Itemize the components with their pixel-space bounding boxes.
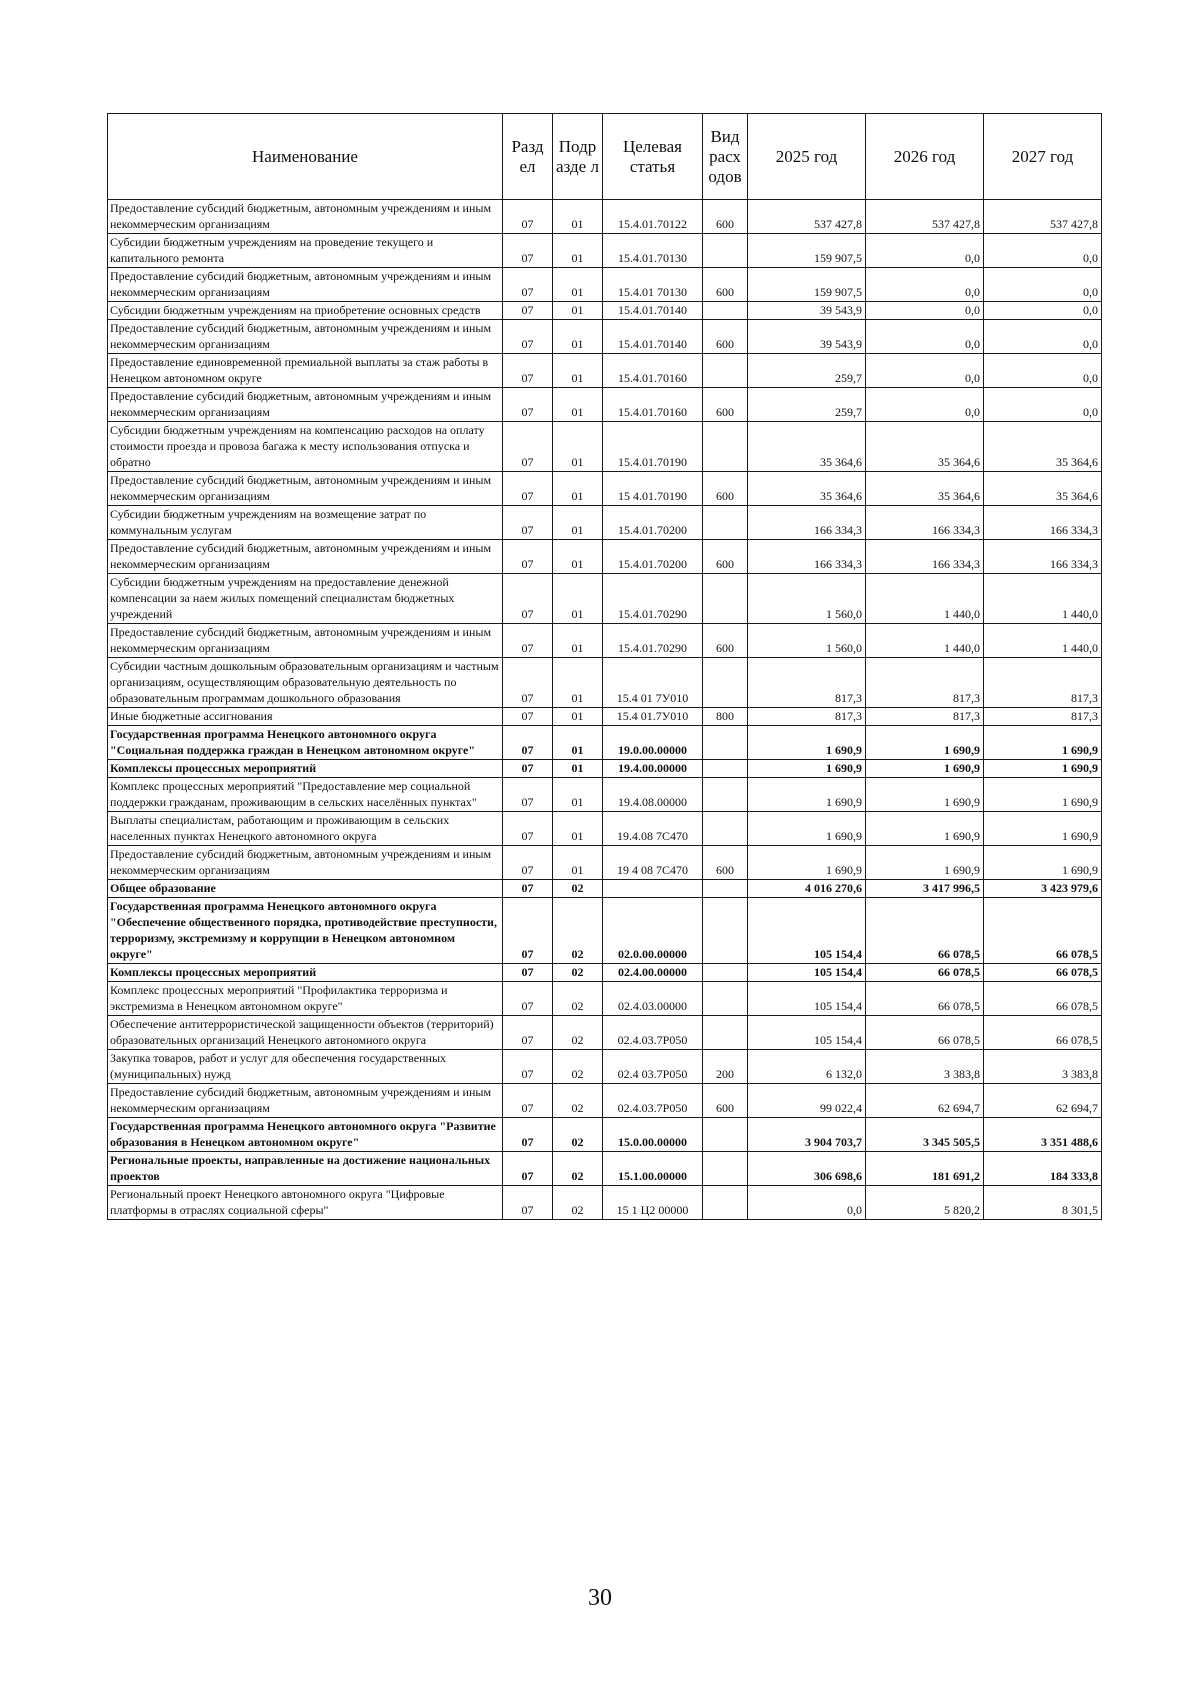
cell-razdel: 07 bbox=[503, 1084, 553, 1118]
cell-target: 02.4.03.7Р050 bbox=[603, 1016, 703, 1050]
page-number: 30 bbox=[588, 1585, 612, 1611]
table-row bbox=[108, 898, 1102, 964]
cell-target: 15.4 01.7У010 bbox=[603, 708, 703, 726]
table-row bbox=[108, 624, 1102, 658]
cell-name: Субсидии частным дошкольным образовательным организациям и частным организациям, осуществляющим образовательную деятельность по образовательным программам дошкольного образования bbox=[108, 658, 503, 708]
header-target: Целевая статья bbox=[603, 114, 703, 200]
cell-2027: 537 427,8 bbox=[984, 200, 1102, 234]
cell-2025: 159 907,5 bbox=[748, 234, 866, 268]
table-row bbox=[108, 354, 1102, 388]
cell-vid: 600 bbox=[703, 268, 748, 302]
cell-razdel: 07 bbox=[503, 1152, 553, 1186]
table-row bbox=[108, 1118, 1102, 1152]
cell-2025: 1 690,9 bbox=[748, 812, 866, 846]
header-razdel: Разд ел bbox=[503, 114, 553, 200]
cell-name: Предоставление субсидий бюджетным, автономным учреждениям и иным некоммерческим организациям bbox=[108, 624, 503, 658]
cell-razdel: 07 bbox=[503, 898, 553, 964]
cell-name: Предоставление субсидий бюджетным, автономным учреждениям и иным некоммерческим организациям bbox=[108, 846, 503, 880]
cell-vid: 600 bbox=[703, 624, 748, 658]
cell-podrazdel: 01 bbox=[553, 234, 603, 268]
cell-vid bbox=[703, 1186, 748, 1220]
cell-name: Предоставление субсидий бюджетным, автономным учреждениям и иным некоммерческим организациям bbox=[108, 268, 503, 302]
cell-podrazdel: 01 bbox=[553, 658, 603, 708]
cell-vid bbox=[703, 898, 748, 964]
cell-target: 15.4.01.70140 bbox=[603, 302, 703, 320]
cell-razdel: 07 bbox=[503, 880, 553, 898]
cell-2027: 3 383,8 bbox=[984, 1050, 1102, 1084]
cell-target: 19.4.00.00000 bbox=[603, 760, 703, 778]
table-row bbox=[108, 964, 1102, 982]
table-row bbox=[108, 472, 1102, 506]
cell-target: 02.4.03.00000 bbox=[603, 982, 703, 1016]
cell-vid bbox=[703, 812, 748, 846]
cell-2025: 817,3 bbox=[748, 708, 866, 726]
budget-table bbox=[107, 113, 1102, 1220]
cell-vid bbox=[703, 982, 748, 1016]
cell-2025: 0,0 bbox=[748, 1186, 866, 1220]
cell-podrazdel: 01 bbox=[553, 540, 603, 574]
cell-target: 15 4.01.70190 bbox=[603, 472, 703, 506]
cell-2025: 1 560,0 bbox=[748, 574, 866, 624]
cell-vid: 600 bbox=[703, 1084, 748, 1118]
table-row bbox=[108, 1016, 1102, 1050]
cell-vid bbox=[703, 574, 748, 624]
cell-target: 19 4 08 7С470 bbox=[603, 846, 703, 880]
cell-razdel: 07 bbox=[503, 624, 553, 658]
cell-2025: 159 907,5 bbox=[748, 268, 866, 302]
cell-2027: 1 690,9 bbox=[984, 760, 1102, 778]
table-row bbox=[108, 234, 1102, 268]
cell-podrazdel: 01 bbox=[553, 268, 603, 302]
cell-vid bbox=[703, 354, 748, 388]
cell-2026: 0,0 bbox=[866, 388, 984, 422]
cell-target: 15 1 Ц2 00000 bbox=[603, 1186, 703, 1220]
cell-name: Региональные проекты, направленные на достижение национальных проектов bbox=[108, 1152, 503, 1186]
cell-name: Субсидии бюджетным учреждениям на проведение текущего и капитального ремонта bbox=[108, 234, 503, 268]
cell-2025: 105 154,4 bbox=[748, 982, 866, 1016]
cell-target: 15.4.01.70122 bbox=[603, 200, 703, 234]
cell-2025: 6 132,0 bbox=[748, 1050, 866, 1084]
cell-2026: 1 690,9 bbox=[866, 812, 984, 846]
cell-2027: 0,0 bbox=[984, 354, 1102, 388]
cell-target: 19.4.08 7С470 bbox=[603, 812, 703, 846]
cell-name: Субсидии бюджетным учреждениям на компенсацию расходов на оплату стоимости проезда и провоза багажа к месту использования отпуска и обратно bbox=[108, 422, 503, 472]
table-row bbox=[108, 880, 1102, 898]
cell-target: 15.4.01.70290 bbox=[603, 624, 703, 658]
cell-2025: 306 698,6 bbox=[748, 1152, 866, 1186]
cell-vid bbox=[703, 1016, 748, 1050]
cell-name: Комплекс процессных мероприятий "Предоставление мер социальной поддержки гражданам, проживающим в сельских населённых пунктах" bbox=[108, 778, 503, 812]
cell-podrazdel: 01 bbox=[553, 422, 603, 472]
cell-2027: 35 364,6 bbox=[984, 422, 1102, 472]
cell-name: Предоставление единовременной премиальной выплаты за стаж работы в Ненецком автономном округе bbox=[108, 354, 503, 388]
cell-razdel: 07 bbox=[503, 964, 553, 982]
cell-razdel: 07 bbox=[503, 200, 553, 234]
cell-razdel: 07 bbox=[503, 982, 553, 1016]
cell-2025: 1 690,9 bbox=[748, 726, 866, 760]
table-row bbox=[108, 812, 1102, 846]
cell-2026: 1 690,9 bbox=[866, 778, 984, 812]
cell-name: Закупка товаров, работ и услуг для обеспечения государственных (муниципальных) нужд bbox=[108, 1050, 503, 1084]
table-row bbox=[108, 302, 1102, 320]
table-row bbox=[108, 708, 1102, 726]
cell-name: Региональный проект Ненецкого автономного округа "Цифровые платформы в отраслях социальной сферы" bbox=[108, 1186, 503, 1220]
header-row bbox=[108, 114, 1102, 200]
cell-2025: 35 364,6 bbox=[748, 472, 866, 506]
cell-2025: 166 334,3 bbox=[748, 506, 866, 540]
cell-razdel: 07 bbox=[503, 354, 553, 388]
cell-2026: 66 078,5 bbox=[866, 982, 984, 1016]
cell-2025: 105 154,4 bbox=[748, 1016, 866, 1050]
table-row bbox=[108, 846, 1102, 880]
cell-2027: 166 334,3 bbox=[984, 506, 1102, 540]
cell-target: 02.0.00.00000 bbox=[603, 898, 703, 964]
cell-name: Субсидии бюджетным учреждениям на предоставление денежной компенсации за наем жилых помещений специалистам бюджетных учреждений bbox=[108, 574, 503, 624]
cell-2026: 0,0 bbox=[866, 268, 984, 302]
cell-2027: 66 078,5 bbox=[984, 898, 1102, 964]
cell-vid: 600 bbox=[703, 540, 748, 574]
table-row bbox=[108, 422, 1102, 472]
cell-name: Общее образование bbox=[108, 880, 503, 898]
table-row bbox=[108, 540, 1102, 574]
cell-2025: 1 690,9 bbox=[748, 760, 866, 778]
cell-razdel: 07 bbox=[503, 506, 553, 540]
cell-vid bbox=[703, 964, 748, 982]
cell-2025: 4 016 270,6 bbox=[748, 880, 866, 898]
cell-2027: 1 440,0 bbox=[984, 624, 1102, 658]
cell-2026: 0,0 bbox=[866, 320, 984, 354]
cell-2026: 537 427,8 bbox=[866, 200, 984, 234]
table-row bbox=[108, 760, 1102, 778]
cell-razdel: 07 bbox=[503, 540, 553, 574]
cell-razdel: 07 bbox=[503, 268, 553, 302]
cell-target: 02.4.03.7Р050 bbox=[603, 1084, 703, 1118]
cell-2025: 259,7 bbox=[748, 354, 866, 388]
cell-razdel: 07 bbox=[503, 302, 553, 320]
table-row bbox=[108, 778, 1102, 812]
cell-podrazdel: 02 bbox=[553, 1016, 603, 1050]
cell-2025: 39 543,9 bbox=[748, 320, 866, 354]
cell-2027: 1 690,9 bbox=[984, 778, 1102, 812]
cell-vid bbox=[703, 778, 748, 812]
cell-podrazdel: 02 bbox=[553, 880, 603, 898]
cell-podrazdel: 02 bbox=[553, 1118, 603, 1152]
cell-2026: 66 078,5 bbox=[866, 1016, 984, 1050]
cell-podrazdel: 01 bbox=[553, 574, 603, 624]
cell-podrazdel: 01 bbox=[553, 354, 603, 388]
cell-2025: 1 690,9 bbox=[748, 778, 866, 812]
cell-podrazdel: 02 bbox=[553, 1084, 603, 1118]
cell-target: 15.4 01 7У010 bbox=[603, 658, 703, 708]
cell-2027: 62 694,7 bbox=[984, 1084, 1102, 1118]
cell-2027: 66 078,5 bbox=[984, 1016, 1102, 1050]
cell-razdel: 07 bbox=[503, 574, 553, 624]
cell-vid: 600 bbox=[703, 388, 748, 422]
cell-2025: 1 560,0 bbox=[748, 624, 866, 658]
cell-2027: 0,0 bbox=[984, 302, 1102, 320]
cell-name: Предоставление субсидий бюджетным, автономным учреждениям и иным некоммерческим организациям bbox=[108, 320, 503, 354]
cell-target: 19.4.08.00000 bbox=[603, 778, 703, 812]
cell-vid bbox=[703, 1152, 748, 1186]
cell-2027: 817,3 bbox=[984, 658, 1102, 708]
cell-razdel: 07 bbox=[503, 234, 553, 268]
cell-podrazdel: 01 bbox=[553, 624, 603, 658]
cell-2026: 1 690,9 bbox=[866, 846, 984, 880]
header-vid: Вид расх одов bbox=[703, 114, 748, 200]
cell-target bbox=[603, 880, 703, 898]
table-row bbox=[108, 726, 1102, 760]
cell-2026: 0,0 bbox=[866, 234, 984, 268]
cell-2027: 66 078,5 bbox=[984, 964, 1102, 982]
cell-2025: 99 022,4 bbox=[748, 1084, 866, 1118]
cell-name: Комплексы процессных мероприятий bbox=[108, 760, 503, 778]
header-name: Наименование bbox=[108, 114, 503, 200]
cell-name: Предоставление субсидий бюджетным, автономным учреждениям и иным некоммерческим организациям bbox=[108, 472, 503, 506]
cell-2025: 3 904 703,7 bbox=[748, 1118, 866, 1152]
cell-razdel: 07 bbox=[503, 422, 553, 472]
cell-2026: 35 364,6 bbox=[866, 422, 984, 472]
cell-2027: 184 333,8 bbox=[984, 1152, 1102, 1186]
cell-vid: 600 bbox=[703, 846, 748, 880]
cell-razdel: 07 bbox=[503, 708, 553, 726]
cell-2026: 0,0 bbox=[866, 354, 984, 388]
cell-podrazdel: 02 bbox=[553, 1152, 603, 1186]
cell-target: 02.4 03.7Р050 bbox=[603, 1050, 703, 1084]
cell-name: Предоставление субсидий бюджетным, автономным учреждениям и иным некоммерческим организациям bbox=[108, 388, 503, 422]
cell-target: 15.4.01.70190 bbox=[603, 422, 703, 472]
cell-podrazdel: 01 bbox=[553, 320, 603, 354]
cell-2026: 1 440,0 bbox=[866, 624, 984, 658]
cell-vid bbox=[703, 726, 748, 760]
cell-target: 15.4.01.70200 bbox=[603, 540, 703, 574]
cell-2025: 259,7 bbox=[748, 388, 866, 422]
cell-2026: 817,3 bbox=[866, 708, 984, 726]
cell-2026: 817,3 bbox=[866, 658, 984, 708]
cell-2027: 1 690,9 bbox=[984, 812, 1102, 846]
cell-podrazdel: 01 bbox=[553, 200, 603, 234]
cell-2026: 166 334,3 bbox=[866, 506, 984, 540]
cell-name: Комплекс процессных мероприятий "Профилактика терроризма и экстремизма в Ненецком автономном округе" bbox=[108, 982, 503, 1016]
cell-razdel: 07 bbox=[503, 846, 553, 880]
cell-razdel: 07 bbox=[503, 1118, 553, 1152]
cell-razdel: 07 bbox=[503, 388, 553, 422]
cell-vid bbox=[703, 1118, 748, 1152]
cell-name: Предоставление субсидий бюджетным, автономным учреждениям и иным некоммерческим организациям bbox=[108, 540, 503, 574]
cell-2026: 1 440,0 bbox=[866, 574, 984, 624]
cell-razdel: 07 bbox=[503, 1186, 553, 1220]
cell-target: 15.4.01 70130 bbox=[603, 268, 703, 302]
cell-podrazdel: 01 bbox=[553, 726, 603, 760]
cell-2025: 817,3 bbox=[748, 658, 866, 708]
cell-vid bbox=[703, 760, 748, 778]
cell-2026: 1 690,9 bbox=[866, 726, 984, 760]
table-row bbox=[108, 320, 1102, 354]
cell-name: Государственная программа Ненецкого автономного округа "Обеспечение общественного порядка, противодействие преступности, терроризму, экстремизму и коррупции в Ненецком автономном округе" bbox=[108, 898, 503, 964]
header-2027: 2027 год bbox=[984, 114, 1102, 200]
cell-podrazdel: 01 bbox=[553, 760, 603, 778]
cell-target: 15.4.01.70130 bbox=[603, 234, 703, 268]
cell-podrazdel: 01 bbox=[553, 388, 603, 422]
cell-name: Государственная программа Ненецкого автономного округа "Социальная поддержка граждан в Ненецком автономном округе" bbox=[108, 726, 503, 760]
cell-podrazdel: 02 bbox=[553, 1050, 603, 1084]
cell-2025: 39 543,9 bbox=[748, 302, 866, 320]
cell-podrazdel: 02 bbox=[553, 964, 603, 982]
cell-2027: 817,3 bbox=[984, 708, 1102, 726]
cell-vid bbox=[703, 422, 748, 472]
cell-2027: 0,0 bbox=[984, 388, 1102, 422]
cell-2026: 35 364,6 bbox=[866, 472, 984, 506]
cell-name: Комплексы процессных мероприятий bbox=[108, 964, 503, 982]
cell-target: 19.0.00.00000 bbox=[603, 726, 703, 760]
cell-name: Предоставление субсидий бюджетным, автономным учреждениям и иным некоммерческим организациям bbox=[108, 1084, 503, 1118]
cell-razdel: 07 bbox=[503, 760, 553, 778]
cell-vid: 600 bbox=[703, 320, 748, 354]
cell-vid bbox=[703, 302, 748, 320]
cell-2027: 3 423 979,6 bbox=[984, 880, 1102, 898]
cell-2026: 166 334,3 bbox=[866, 540, 984, 574]
cell-vid bbox=[703, 234, 748, 268]
cell-2027: 0,0 bbox=[984, 234, 1102, 268]
cell-podrazdel: 01 bbox=[553, 302, 603, 320]
cell-2026: 3 417 996,5 bbox=[866, 880, 984, 898]
cell-name: Обеспечение антитеррористической защищенности объектов (территорий) образовательных организаций Ненецкого автономного округа bbox=[108, 1016, 503, 1050]
cell-razdel: 07 bbox=[503, 778, 553, 812]
cell-2025: 105 154,4 bbox=[748, 898, 866, 964]
table-row bbox=[108, 982, 1102, 1016]
cell-2027: 3 351 488,6 bbox=[984, 1118, 1102, 1152]
cell-razdel: 07 bbox=[503, 1050, 553, 1084]
cell-vid: 200 bbox=[703, 1050, 748, 1084]
cell-podrazdel: 01 bbox=[553, 778, 603, 812]
cell-2027: 1 440,0 bbox=[984, 574, 1102, 624]
cell-vid bbox=[703, 658, 748, 708]
cell-name: Иные бюджетные ассигнования bbox=[108, 708, 503, 726]
cell-name: Государственная программа Ненецкого автономного округа "Развитие образования в Ненецком автономном округе" bbox=[108, 1118, 503, 1152]
cell-name: Субсидии бюджетным учреждениям на приобретение основных средств bbox=[108, 302, 503, 320]
header-2025: 2025 год bbox=[748, 114, 866, 200]
cell-2025: 1 690,9 bbox=[748, 846, 866, 880]
header-podrazdel: Подр азде л bbox=[553, 114, 603, 200]
cell-2027: 8 301,5 bbox=[984, 1186, 1102, 1220]
cell-target: 15.1.00.00000 bbox=[603, 1152, 703, 1186]
table-row bbox=[108, 1084, 1102, 1118]
cell-2025: 166 334,3 bbox=[748, 540, 866, 574]
table-row bbox=[108, 388, 1102, 422]
cell-2025: 537 427,8 bbox=[748, 200, 866, 234]
cell-2026: 3 345 505,5 bbox=[866, 1118, 984, 1152]
cell-2026: 62 694,7 bbox=[866, 1084, 984, 1118]
cell-2026: 66 078,5 bbox=[866, 964, 984, 982]
cell-target: 15.4.01.70160 bbox=[603, 388, 703, 422]
table-row bbox=[108, 1186, 1102, 1220]
cell-vid bbox=[703, 506, 748, 540]
cell-2027: 1 690,9 bbox=[984, 846, 1102, 880]
cell-razdel: 07 bbox=[503, 658, 553, 708]
cell-name: Выплаты специалистам, работающим и проживающим в сельских населенных пунктах Ненецкого автономного округа bbox=[108, 812, 503, 846]
cell-2027: 0,0 bbox=[984, 320, 1102, 354]
cell-podrazdel: 01 bbox=[553, 708, 603, 726]
cell-2026: 0,0 bbox=[866, 302, 984, 320]
cell-target: 15.4.01.70290 bbox=[603, 574, 703, 624]
table-row bbox=[108, 1152, 1102, 1186]
cell-vid: 800 bbox=[703, 708, 748, 726]
cell-2027: 1 690,9 bbox=[984, 726, 1102, 760]
cell-podrazdel: 02 bbox=[553, 982, 603, 1016]
cell-name: Предоставление субсидий бюджетным, автономным учреждениям и иным некоммерческим организациям bbox=[108, 200, 503, 234]
cell-2026: 181 691,2 bbox=[866, 1152, 984, 1186]
cell-2027: 166 334,3 bbox=[984, 540, 1102, 574]
table-row bbox=[108, 506, 1102, 540]
cell-name: Субсидии бюджетным учреждениям на возмещение затрат по коммунальным услугам bbox=[108, 506, 503, 540]
cell-2025: 105 154,4 bbox=[748, 964, 866, 982]
table-row bbox=[108, 658, 1102, 708]
cell-2026: 5 820,2 bbox=[866, 1186, 984, 1220]
cell-2027: 66 078,5 bbox=[984, 982, 1102, 1016]
cell-podrazdel: 02 bbox=[553, 1186, 603, 1220]
cell-razdel: 07 bbox=[503, 472, 553, 506]
cell-podrazdel: 01 bbox=[553, 472, 603, 506]
table-row bbox=[108, 268, 1102, 302]
cell-2027: 0,0 bbox=[984, 268, 1102, 302]
table-row bbox=[108, 200, 1102, 234]
cell-2025: 35 364,6 bbox=[748, 422, 866, 472]
cell-target: 15.0.00.00000 bbox=[603, 1118, 703, 1152]
cell-2027: 35 364,6 bbox=[984, 472, 1102, 506]
table-body bbox=[108, 200, 1102, 1220]
cell-podrazdel: 01 bbox=[553, 506, 603, 540]
cell-podrazdel: 01 bbox=[553, 812, 603, 846]
cell-razdel: 07 bbox=[503, 320, 553, 354]
cell-target: 15.4.01.70140 bbox=[603, 320, 703, 354]
cell-podrazdel: 02 bbox=[553, 898, 603, 964]
cell-2026: 66 078,5 bbox=[866, 898, 984, 964]
cell-vid: 600 bbox=[703, 472, 748, 506]
cell-podrazdel: 01 bbox=[553, 846, 603, 880]
cell-target: 15.4.01.70160 bbox=[603, 354, 703, 388]
cell-razdel: 07 bbox=[503, 812, 553, 846]
header-2026: 2026 год bbox=[866, 114, 984, 200]
cell-target: 02.4.00.00000 bbox=[603, 964, 703, 982]
table-row bbox=[108, 1050, 1102, 1084]
cell-2026: 3 383,8 bbox=[866, 1050, 984, 1084]
cell-razdel: 07 bbox=[503, 1016, 553, 1050]
cell-vid: 600 bbox=[703, 200, 748, 234]
cell-vid bbox=[703, 880, 748, 898]
cell-razdel: 07 bbox=[503, 726, 553, 760]
cell-2026: 1 690,9 bbox=[866, 760, 984, 778]
cell-target: 15.4.01.70200 bbox=[603, 506, 703, 540]
table-row bbox=[108, 574, 1102, 624]
